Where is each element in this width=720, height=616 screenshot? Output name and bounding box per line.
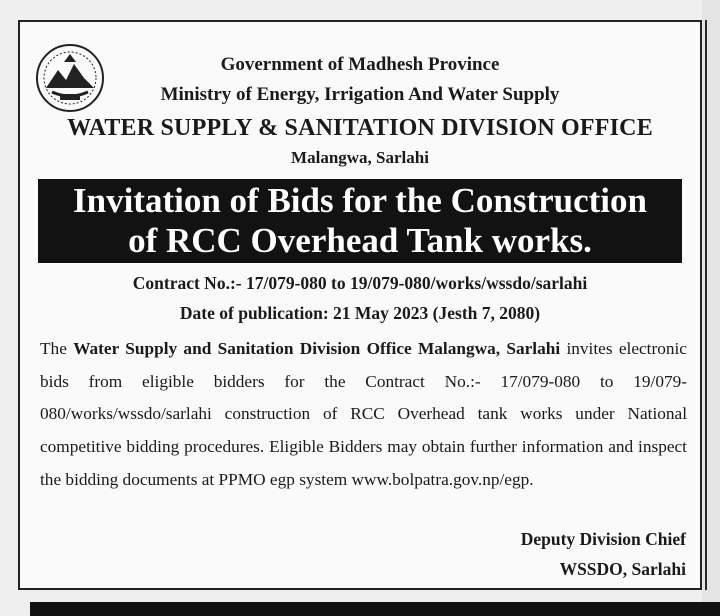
notice-body: [40, 333, 687, 497]
contract-number: Contract No.:- 17/079-080 to 19/079-080/works/wssdo/sarlahi: [132, 273, 588, 293]
office-location: Malangwa, Sarlahi: [291, 148, 429, 167]
ministry-name: Ministry of Energy, Irrigation And Water Supply: [160, 84, 560, 105]
adjacent-column-edge: [702, 0, 720, 616]
next-notice-edge: [30, 602, 720, 616]
bid-notice: [18, 20, 702, 590]
body-text: invites electronic bids from eligible bidders for the Contract No.:- 17/079-080 to 19/079-080/works/wssdo/sarlahi construction of RCC Overhead tank works under National competitive bidding procedures. Eligible Bidders may obtain further information and inspect the bidding documents at PPMO egp system www.bolpatra.gov.np/egp.: [40, 339, 687, 489]
publication-date: Date of publication: 21 May 2023 (Jesth 7, 2080): [179, 303, 541, 323]
body-office-name: Water Supply and Sanitation Division Office Malangwa, Sarlahi: [73, 339, 561, 358]
notice-title: [38, 179, 682, 263]
title-line-1: Invitation of Bids for the Construction: [73, 181, 647, 220]
body-intro: The: [40, 339, 67, 358]
column-border: [705, 20, 707, 590]
signatory-title: Deputy Division Chief: [520, 529, 686, 549]
government-name: Government of Madhesh Province: [220, 54, 500, 75]
title-line-2: of RCC Overhead Tank works.: [128, 221, 592, 260]
signatory-office: WSSDO, Sarlahi: [559, 559, 686, 579]
office-name: WATER SUPPLY & SANITATION DIVISION OFFICE: [67, 115, 653, 141]
